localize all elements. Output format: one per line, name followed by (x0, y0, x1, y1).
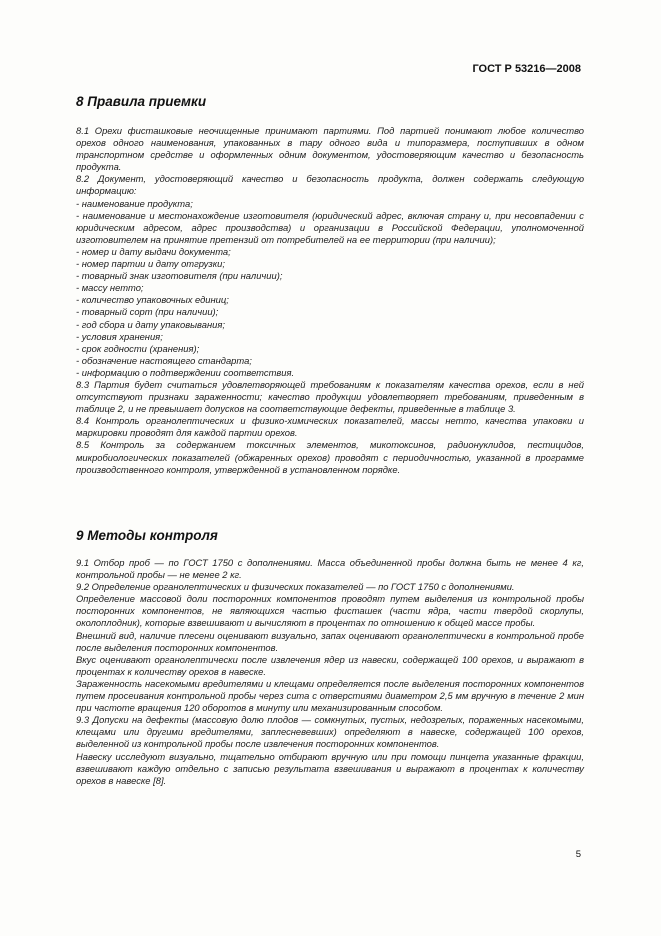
paragraph: Навеску исследуют визуально, тщательно отбирают вручную или при помощи пинцета указанные фракции, взвешивают каждую отдельно с записью результата взвешивания и выражают в процентах к количеству орехов в навеске [8]. (76, 750, 584, 786)
paragraph-8-2: 8.2 Документ, удостоверяющий качество и безопасность продукта, должен содержать следующую информацию: (76, 173, 584, 197)
paragraph-9-1: 9.1 Отбор проб — по ГОСТ 1750 с дополнениями. Масса объединенной пробы должна быть не менее 4 кг, контрольной пробы — не менее 2 кг. (76, 557, 584, 581)
list-item: - год сбора и дату упаковывания; (76, 318, 225, 330)
paragraph: Определение массовой доли посторонних компонентов проводят путем выделения из контрольной пробы посторонних компонентов, не являющихся частью фисташек (части ядра, части твердой скорлупы, околоплодник), которые взвешивают и вычисляют в процентах по отношению к общей массе пробы. (76, 593, 584, 629)
list-item: - количество упаковочных единиц; (76, 294, 229, 306)
list-item: - товарный знак изготовителя (при наличии); (76, 270, 283, 282)
section-8-body (76, 125, 584, 476)
paragraph-8-1: 8.1 Орехи фисташковые неочищенные принимают партиями. Под партией понимают любое количество орехов одного наименования, упакованных в тару одного вида и типоразмера, поступивших в одном транспортном средстве и оформленных одним документом, удостоверяющим качество и безопасность продукта. (76, 125, 584, 173)
section-9-body (76, 557, 584, 787)
list-item: - номер и дату выдачи документа; (76, 245, 231, 257)
paragraph: Зараженность насекомыми вредителями и клещами определяется после выделения посторонних компонентов путем просеивания контрольной пробы через сита с отверстиями диаметром 2,5 мм вручную в течение 2 мин при частоте вращения 120 оборотов в минуту или механизированным способом. (76, 677, 584, 714)
list-item: - наименование и местонахождение изготовителя (юридический адрес, включая страну и, при несовпадении с юридическим адресом, адрес производства) и организации в Российской Федерации, уполномоченной изготовителем на принятие претензий от потребителей на ее территории (при наличии); (76, 209, 584, 245)
list-item: - товарный сорт (при наличии); (76, 306, 219, 318)
page-number: 5 (575, 849, 581, 860)
document-number: ГОСТ Р 53216—2008 (472, 63, 581, 75)
section-9-title: 9 Методы контроля (76, 528, 218, 543)
paragraph-8-5: 8.5 Контроль за содержанием токсичных элементов, микотоксинов, радионуклидов, пестицидов, микробиологических показателей (обжаренных орехов) проводят с периодичностью, указанной в программе производственного контроля, утвержденной в установленном порядке. (76, 439, 584, 475)
paragraph-8-3: 8.3 Партия будет считаться удовлетворяющей требованиям к показателям качества орехов, если в ней отсутствуют признаки зараженности; качество продукции удовлетворяет требованиям, приведенным в таблице 2, и не превышает допусков на соответствующие дефекты, приведенные в таблице 3. (76, 378, 584, 415)
paragraph-8-4: 8.4 Контроль органолептических и физико-химических показателей, массы нетто, качества упаковки и маркировки проводят для каждой партии орехов. (76, 415, 584, 439)
list-item: - наименование продукта; (76, 197, 193, 209)
list-item: - срок годности (хранения); (76, 342, 200, 354)
list-item: - условия хранения; (76, 330, 163, 342)
paragraph: Вкус оценивают органолептически после извлечения ядер из навески, содержащей 100 орехов, и выражают в процентах к количеству орехов в навеске. (76, 653, 584, 677)
list-item: - информацию о подтверждении соответствия. (76, 366, 295, 378)
list-item: - массу нетто; (76, 282, 144, 294)
section-8-title: 8 Правила приемки (76, 94, 207, 109)
list-item: - обозначение настоящего стандарта; (76, 354, 252, 366)
paragraph: Внешний вид, наличие плесени оценивают визуально, запах оценивают органолептически в контрольной пробе после выделения посторонних компонентов. (76, 629, 584, 653)
paragraph-9-3: 9.3 Допуски на дефекты (массовую долю плодов — сомкнутых, пустых, недозрелых, пораженных насекомыми, клещами или другими вредителями, заплесневевших) определяют в навеске, содержащей 100 орехов, выделенной из контрольной пробы после извлечения посторонних компонентов. (76, 714, 584, 750)
list-item: - номер партии и дату отгрузки; (76, 258, 225, 270)
paragraph-9-2: 9.2 Определение органолептических и физических показателей — по ГОСТ 1750 с дополнениями. (76, 581, 515, 593)
